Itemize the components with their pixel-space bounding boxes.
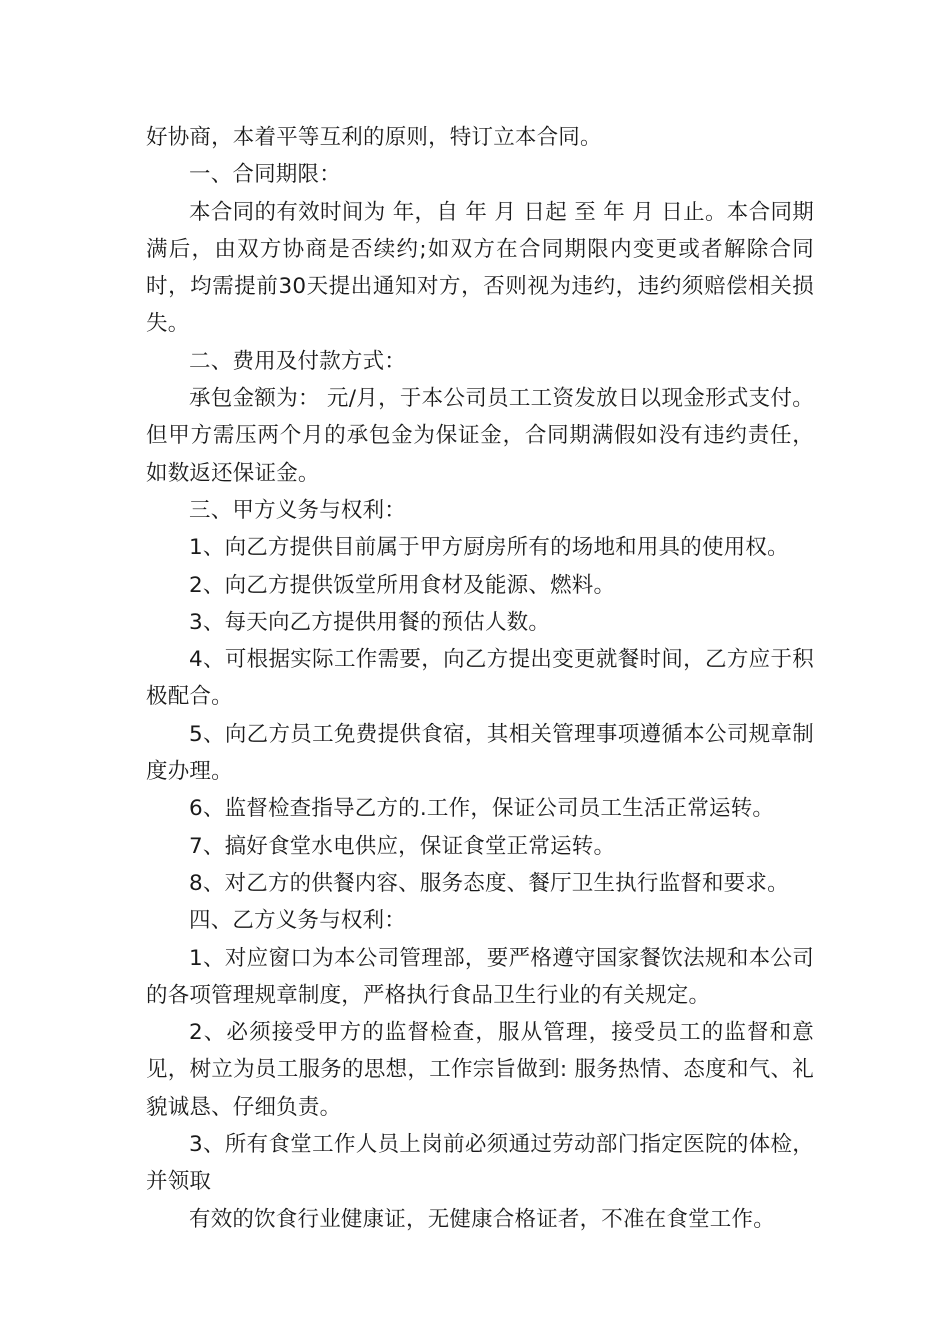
- paragraph-health-certificate: 有效的饮食行业健康证，无健康合格证者，不准在食堂工作。: [189, 1206, 775, 1232]
- list-item-party-a-3: 3、每天向乙方提供用餐的预估人数。: [189, 609, 551, 635]
- document-body: [146, 119, 814, 1238]
- list-item-party-b-2: 2、必须接受甲方的监督检查，服从管理，接受员工的监督和意见，树立为员工服务的思想，工作宗旨做到: 服务热情、态度和气、礼貌诚恳、仔细负责。: [146, 1020, 814, 1120]
- list-item-party-b-1: 1、对应窗口为本公司管理部，要严格遵守国家餐饮法规和本公司的各项管理规章制度，严格执行食品卫生行业的有关规定。: [146, 945, 814, 1008]
- list-item-party-b-3: 3、所有食堂工作人员上岗前必须通过劳动部门指定医院的体检，并领取: [146, 1132, 814, 1195]
- section-heading-party-a-duties: 三、甲方义务与权利：: [189, 497, 407, 523]
- section-heading-contract-term: 一、合同期限：: [189, 162, 341, 188]
- list-item-party-a-7: 7、搞好食堂水电供应，保证食堂正常运转。: [189, 833, 616, 859]
- list-item-party-a-8: 8、对乙方的供餐内容、服务态度、餐厅卫生执行监督和要求。: [189, 870, 789, 896]
- paragraph-intro-continuation: 好协商，本着平等互利的原则，特订立本合同。: [146, 125, 602, 150]
- list-item-party-a-2: 2、向乙方提供饭堂所用食材及能源、燃料。: [189, 572, 616, 598]
- paragraph-contract-term: 本合同的有效时间为 年，自 年 月 日起 至 年 月 日止。本合同期满后，由双方协商是否续约;如双方在合同期限内变更或者解除合同时，均需提前30天提出通知对方，否则视为违约，违约须赔偿相关损失。: [146, 199, 814, 337]
- list-item-party-a-5: 5、向乙方员工免费提供食宿，其相关管理事项遵循本公司规章制度办理。: [146, 721, 814, 785]
- list-item-party-a-6: 6、监督检查指导乙方的.工作，保证公司员工生活正常运转。: [189, 796, 775, 822]
- list-item-party-a-1: 1、向乙方提供目前属于甲方厨房所有的场地和用具的使用权。: [189, 535, 789, 561]
- paragraph-fees-payment: 承包金额为： 元/月，于本公司员工工资发放日以现金形式支付。但甲方需压两个月的承包金为保证金，合同期满假如没有违约责任，如数返还保证金。: [146, 386, 814, 486]
- list-item-party-a-4: 4、可根据实际工作需要，向乙方提出变更就餐时间，乙方应于积极配合。: [146, 647, 814, 710]
- section-heading-party-b-duties: 四、乙方义务与权利：: [189, 908, 407, 934]
- section-heading-fees-payment: 二、费用及付款方式：: [189, 348, 407, 374]
